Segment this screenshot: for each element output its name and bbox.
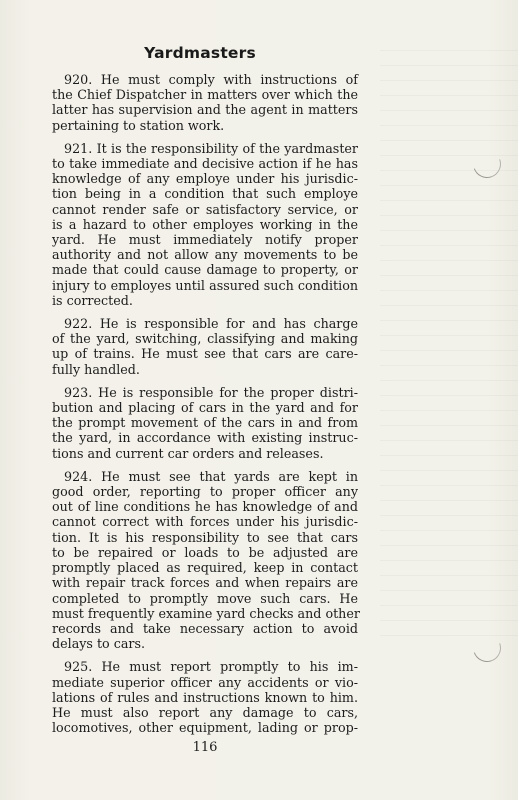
text-line: out of line conditions he has knowledge of and: [52, 499, 358, 515]
text-line: of the yard, switching, classifying and making: [52, 331, 358, 347]
text-line: authority and not allow any movements to be: [52, 247, 358, 263]
text-line: injury to employes until assured such condition: [52, 277, 358, 293]
text-line: is corrected.: [52, 292, 133, 308]
text-line: promptly placed as required, keep in contact: [52, 560, 358, 576]
page-title: Yardmasters: [144, 44, 256, 62]
text-line: lations of rules and instructions known to him.: [52, 689, 358, 705]
text-line: the yard, in accordance with existing instruc-: [52, 430, 358, 446]
text-line: He must also report any damage to cars,: [52, 704, 358, 720]
text-line: 925. He must report promptly to his im-: [64, 659, 358, 675]
show-through-texture: [380, 50, 518, 650]
text-line: 922. He is responsible for and has charge: [64, 316, 358, 332]
text-line: 921. It is the responsibility of the yardmaster: [64, 140, 358, 156]
text-line: tion. It is his responsibility to see that cars: [52, 529, 358, 545]
rule-paragraph: [52, 72, 358, 133]
text-line: 924. He must see that yards are kept in: [64, 468, 358, 484]
text-line: cannot correct with forces under his jurisdic-: [52, 514, 358, 530]
text-line: yard. He must immediately notify proper: [52, 232, 358, 248]
text-line: 920. He must comply with instructions of: [64, 72, 358, 87]
text-line: records and take necessary action to avoid: [52, 620, 358, 636]
text-line: delays to cars.: [52, 636, 146, 652]
rule-paragraph: [52, 469, 358, 651]
text-line: tion being in a condition that such employe: [52, 186, 358, 202]
text-line: cannot render safe or satisfactory service, or: [52, 201, 358, 217]
text-line: to be repaired or loads to be adjusted are: [52, 544, 358, 560]
text-line: bution and placing of cars in the yard and for: [52, 400, 358, 416]
rule-paragraph: [52, 141, 358, 308]
rule-paragraph: [52, 385, 358, 461]
text-line: pertaining to station work.: [52, 117, 225, 133]
text-line: with repair track forces and when repairs are: [52, 575, 358, 591]
text-line: completed to promptly move such cars. He: [52, 590, 358, 606]
text-line: mediate superior officer any accidents or vio-: [52, 674, 358, 690]
text-line: 923. He is responsible for the proper distri-: [64, 384, 358, 400]
text-line: locomotives, other equipment, lading or prop-: [52, 720, 358, 736]
text-line: the prompt movement of the cars in and from: [52, 415, 358, 431]
rule-paragraph: [52, 659, 358, 735]
page-number: 116: [192, 740, 218, 755]
text-line: up of trains. He must see that cars are care-: [52, 346, 358, 362]
text-line: knowledge of any employe under his jurisdic-: [52, 171, 358, 187]
rule-paragraph: [52, 316, 358, 377]
text-line: is a hazard to other employes working in the: [52, 216, 358, 232]
text-line: to take immediate and decisive action if he has: [52, 156, 358, 172]
text-line: tions and current car orders and releases.: [52, 445, 324, 461]
text-line: must frequently examine yard checks and other: [52, 605, 360, 621]
text-line: made that could cause damage to property, or: [52, 262, 358, 278]
rules-text-body: [52, 72, 358, 743]
text-line: latter has supervision and the agent in matters: [52, 102, 358, 118]
text-line: fully handled.: [52, 361, 140, 377]
text-line: the Chief Dispatcher in matters over which the: [52, 87, 358, 103]
text-line: good order, reporting to proper officer any: [52, 484, 358, 500]
